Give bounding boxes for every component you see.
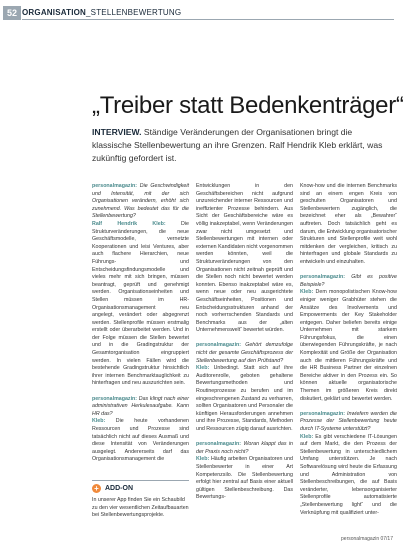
answer-continued: Know-how und die internen Benchmarks sind an einem engen Kreis von geschulten Organisatoren und Stellenbewertern zugänglich, die bezeichnet eher als „Bewahrer“ auftreten. Doch tatsächlich geht es darum, die Entwicklung organisatorischer Strukturen und Stellenprofile weit wohl mitdenken der vergleichen, kritisch zu hinterfragen und globale Standards zu entwickeln und einzuhalten. — [300, 183, 397, 265]
header-rule — [22, 19, 394, 20]
addon-text: In unserer App finden Sie ein Schaubild zu den vier wesentlichen Zeitaufbauarten bei Stellenbewertungsprojekte. — [92, 497, 189, 519]
text-column-2 — [196, 183, 293, 502]
lead-text: Ständige Veränderungen der Organisationen bringt die klassische Stellenbewertung an ihre Grenzen. Ralf Hendrik Kleb erklärt, was zukünftig gefordert ist. — [92, 127, 383, 163]
text-column-3 — [300, 183, 397, 517]
plus-icon: + — [92, 484, 101, 493]
answer: Kleb: Die heute vorhandenen Ressourcen und Prozesse sind tatsächlich nicht auf dieses Ausmaß und diese Intensität von Veränderungen ausgelegt. Andererseits darf das Organisationsmanagement die — [92, 418, 189, 463]
question: personalmagazin: Gibt es positive Beispiele? — [300, 274, 397, 288]
page-number: 52 — [3, 6, 21, 20]
question: personalmagazin: Die Geschwindigkeit und Intensität, mit der sich Organisationen verändern, erhöht sich zunehmend. Was bedeutet das für die Stellenbewertung? — [92, 183, 189, 220]
headline: „Treiber statt Bedenkenträger“ — [92, 92, 404, 119]
lead-label: INTERVIEW. — [92, 127, 142, 137]
answer: Kleb: Häufig arbeiten Organisatoren und Stellenbewerter in einer Art Kompetenzsilo. Die Stellenbewertung erfolgt hier zentral auf Basis einer aktuell gültigen Stellenbeschreibung. Das Bewertungs- — [196, 456, 293, 501]
question: personalmagazin: Das klingt nach einer administrativen Herkulesaufgabe. Kann HR das? — [92, 395, 189, 417]
answer: Ralf Hendrik Kleb: Die Strukturveränderungen, die neue Geschäftsmodelle, vernetzte Kooperationen und leisi Ventures, aber auch flachere Hierarchien, neue Führungs- und Entscheidungsfindungsmodelle und vieles mehr mit sich bringen, müssen beantragt, geprüft und genehmigt werden. Organisationseinheiten und Stellen müssen im HR-Organisationsmanagement neu angelegt, verändert oder abgegrenzt werden. Stellenprofile müssen erstmalig erstellt oder überarbeitet werden. Und in der Folge müssen die Stellen bewertet und in die Gradingstruktur der Gesamtorganisation eingruppiert werden. In vielen Fällen wird die bestehende Gradingstruktur hinsichtlich ihrer internen Benchmarktauglichkeit zu hinterfragen und neu auszurichten sein. — [92, 220, 189, 387]
page-footer: personalmagazin 07/17 — [341, 536, 393, 542]
section-label — [22, 6, 181, 20]
question: personalmagazin: Inwiefern werden die Prozesse der Stellenbewertung heute durch IT-Systeme unterstützt? — [300, 410, 397, 432]
answer: Kleb: Es gibt verschiedene IT-Lösungen auf dem Markt, die den Prozess der Stellenbewertung in unterschiedlichem Umfang unterstützen. Je nach Softwarelösung wird heute die Erfassung und Administration von Stellenbeschreibungen, die auf Basis veränderter, lebensorganisierter Stellenprofile automatisierte „Stellenbewertung light“ und die Verknüpfung mit qualifiziert unter- — [300, 433, 397, 516]
question: personalmagazin: Woran klappt das in der Praxis noch nicht? — [196, 441, 293, 455]
answer-continued: Entwicklungen in den Geschäftsbereichen nicht aufgrund unzureichender interner Ressourcen und ineffizienter Prozesse behindern. Aus Sicht der Geschäftsbereiche wäre es völlig inakzeptabel, wenn Veränderungen zwar nicht umgesetzt und Stellenbewertungen mit internen oder externen Kandidaten nicht vorgenommen werden könnten, weil die Strukturveränderungen von den Organisationen nicht zeitnah geprüft und die Stellen noch nicht bewertet werden konnten. Ebenso inakzeptabel wäre es, wenn neue oder neu ausgerichtete Geschäftseinheiten, Positionen und Entscheidungsstrukturen anhand der noch vorherrschenden Standards und Benchmarks aus der „alten Unternehmenswelt“ bewertet würden. — [196, 183, 293, 334]
addon-box — [92, 480, 189, 520]
text-column-1 — [92, 183, 189, 464]
question: personalmagazin: Gehört demzufolge nicht der gesamte Geschäftsprozess der Stellenbewertung auf den Prüfstand? — [196, 342, 293, 364]
page-header — [0, 6, 413, 20]
answer: Kleb: Dem monopolistischen Know-how einiger weniger Grabhüter stehen die Ansätze des Involvements und Empowerments der Key Stakeholder entgegen. Daher beliefen bereits einige Unternehmen mit starkem Führungsfokus, die einen überwiegenden Führungskräfte, je nach Komplexität und Größe der Organisation auch die mittleren Führungskräfte und die HR Business Partner der einzelnen Bereiche aktiver in den Prozess ein. So können aktuelle organisatorische Themen im größeren Kreis direkt diskutiert, geklärt und bewertet werden. — [300, 289, 397, 402]
lead-paragraph — [92, 126, 392, 165]
section-subtitle: _STELLENBEWERTUNG — [86, 8, 182, 17]
addon-header — [92, 484, 189, 493]
answer: Kleb: Unbedingt. Statt sich auf ihre Auditorenrolle, geboten gehaltene Bewertungsmethoden und Routineprozesse zu berufen und im eingeschrengenen Zustand zu verharren, sollten Organisatoren und Personaler die künftigen Herausforderungen annehmen und ihre Prozesse, Standards, Methoden und Ressourcen zügig darauf ausrichten. — [196, 365, 293, 432]
addon-title: ADD-ON — [105, 485, 133, 492]
section-title: ORGANISATION — [22, 8, 87, 17]
addon-rule — [92, 480, 189, 481]
